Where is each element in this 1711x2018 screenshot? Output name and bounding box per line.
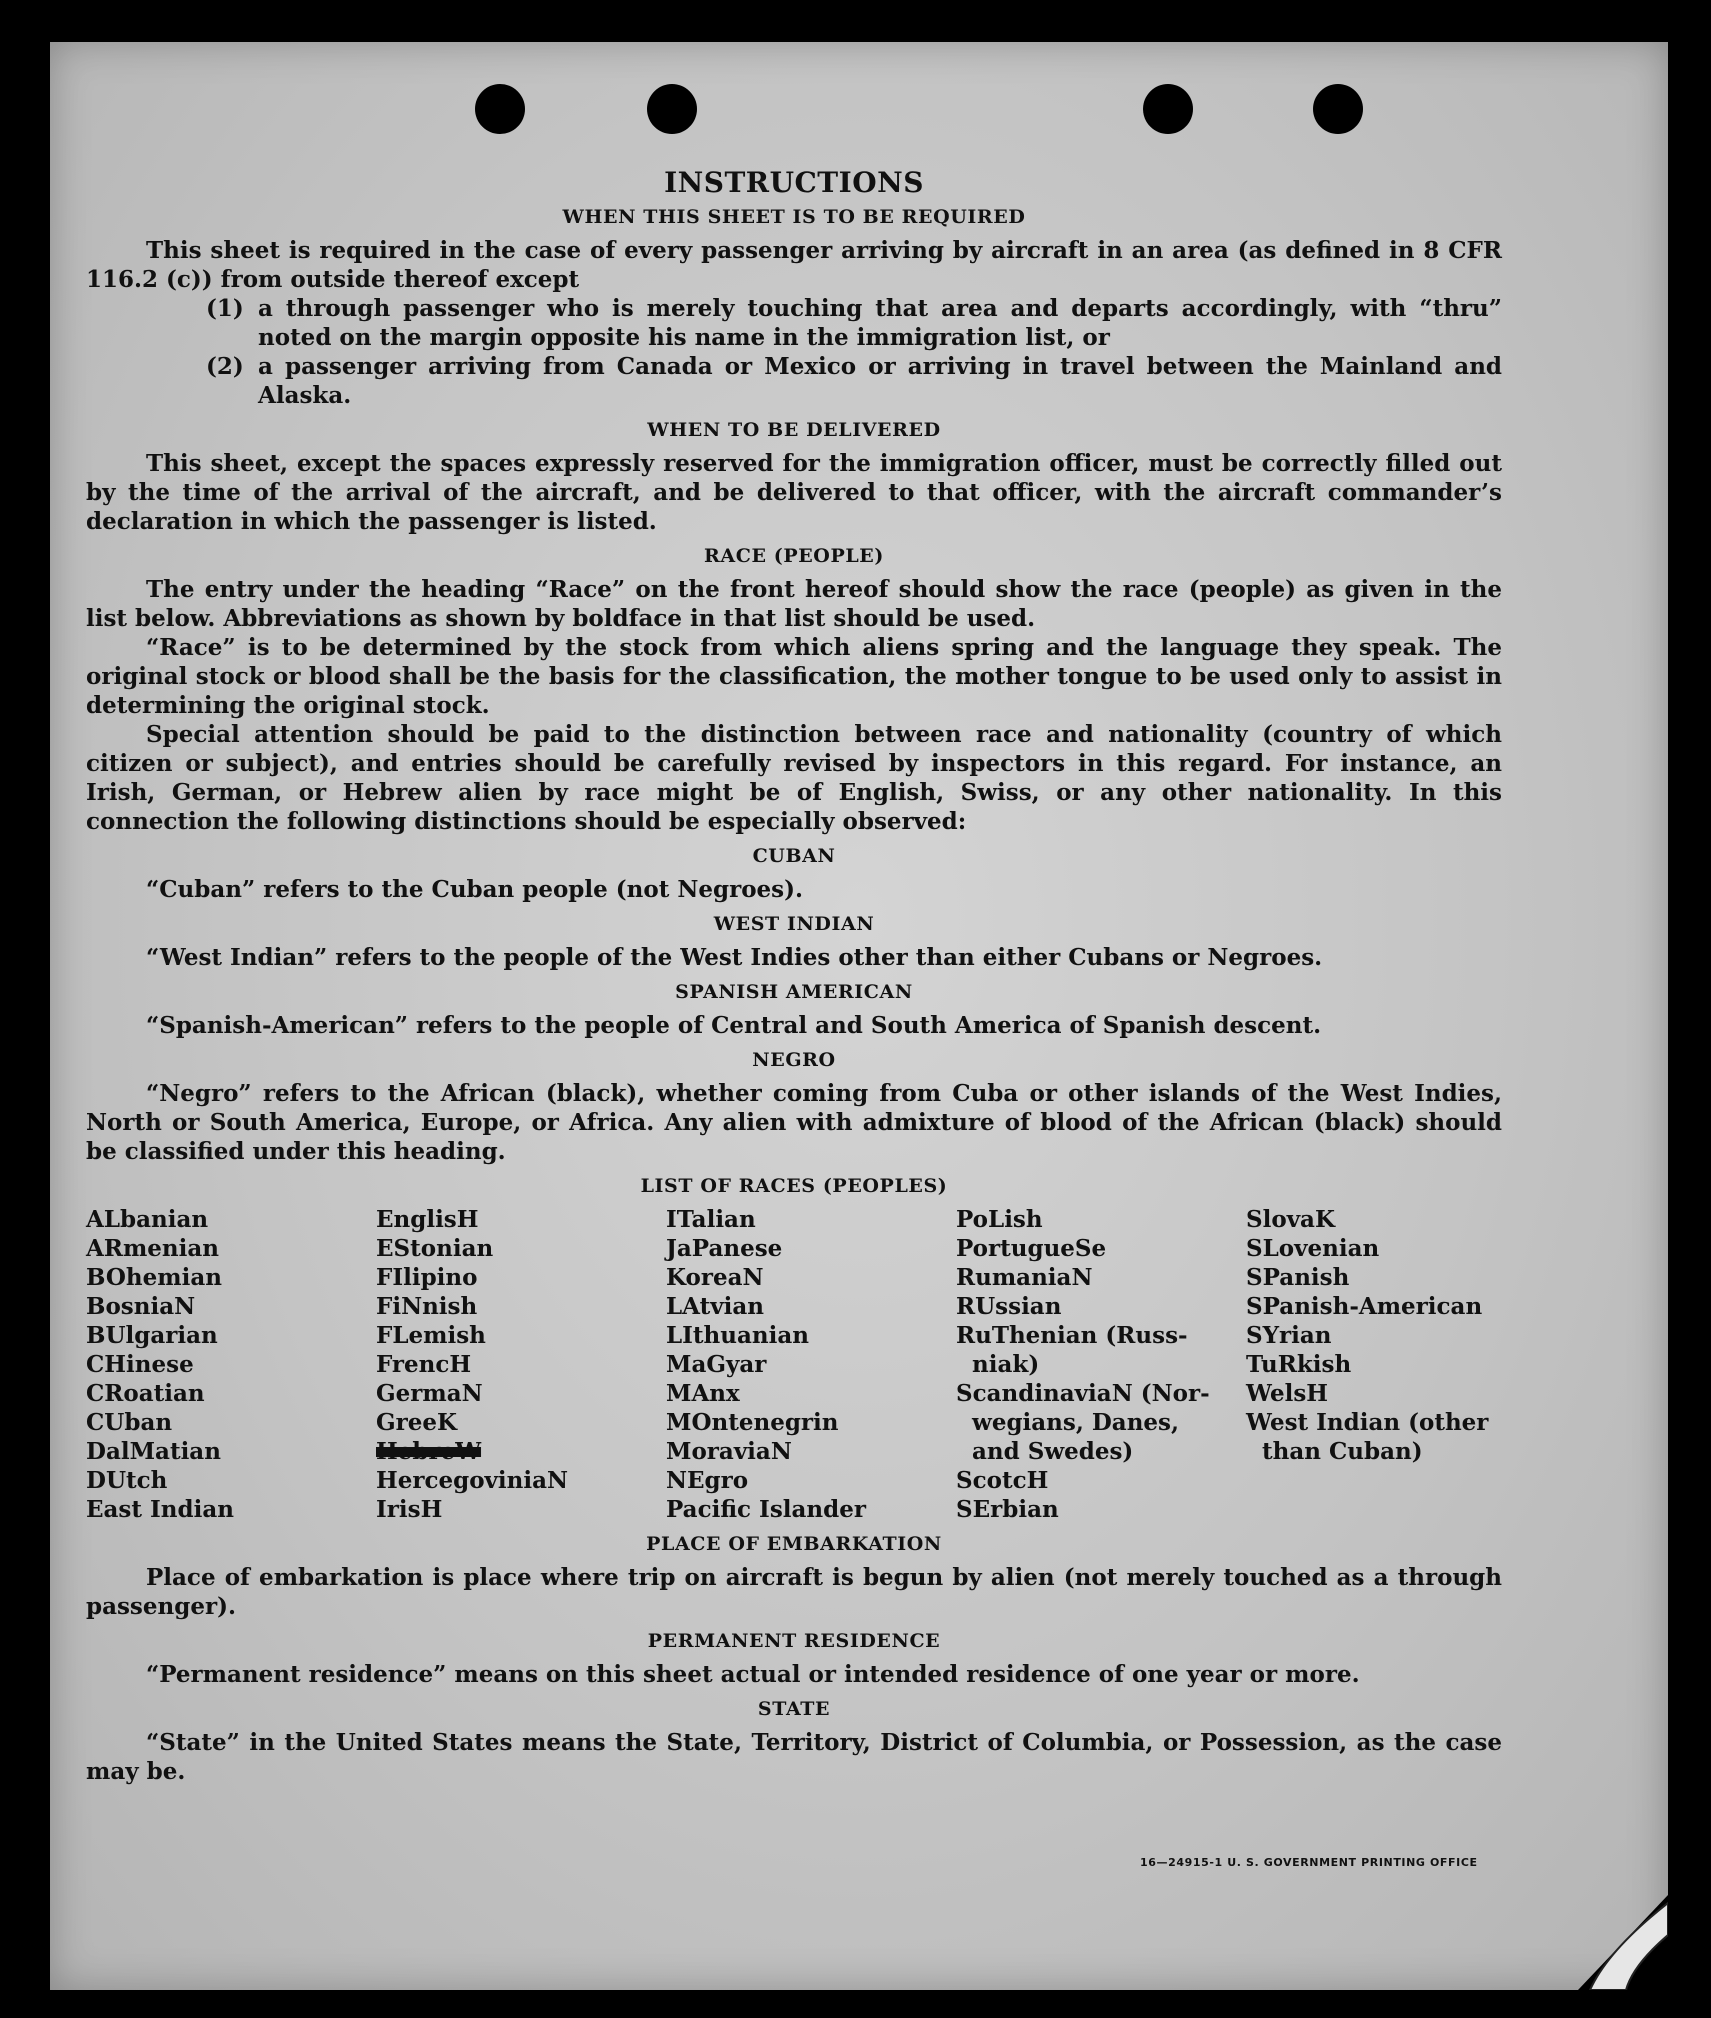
race-entry-redacted: HebreW: [376, 1438, 482, 1465]
page-curl: [1578, 1895, 1668, 1990]
race-entry: WelsH: [1246, 1380, 1329, 1407]
cuban-text: “Cuban” refers to the Cuban people (not Negroes).: [146, 876, 804, 903]
heading-negro: NEGRO: [752, 1049, 836, 1071]
race-entry: BosniaN: [86, 1293, 196, 1320]
race-entry: IrisH: [376, 1496, 443, 1523]
race-entry: EnglisH: [376, 1206, 479, 1233]
races-column: [1246, 1205, 1512, 1524]
race-entry: MAnx: [666, 1380, 740, 1407]
race-entry: KoreaN: [666, 1264, 764, 1291]
race-entry: FiNnish: [376, 1293, 478, 1320]
race-entry: FLemish: [376, 1322, 486, 1349]
exception-number: (2): [206, 353, 244, 380]
race-entry: GreeK: [376, 1409, 458, 1436]
race-entry: RuThenian (Russ- niak): [956, 1322, 1188, 1378]
races-column: [376, 1205, 666, 1524]
race-entry: SLovenian: [1246, 1235, 1380, 1262]
races-column: [86, 1205, 376, 1524]
race-entry: CRoatian: [86, 1380, 205, 1407]
race-entry: TuRkish: [1246, 1351, 1352, 1378]
race-entry: DalMatian: [86, 1438, 221, 1465]
race-entry: BOhemian: [86, 1264, 222, 1291]
west-indian-text: “West Indian” refers to the people of the West Indies other than either Cubans or Negroes.: [146, 944, 1323, 971]
race-entry: BUlgarian: [86, 1322, 218, 1349]
heading-delivered: WHEN TO BE DELIVERED: [647, 419, 941, 441]
race-entry: Pacific Islander: [666, 1496, 866, 1523]
race-entry: SPanish-American: [1246, 1293, 1483, 1320]
exception-item: [206, 294, 1502, 352]
race-entry: PortugueSe: [956, 1235, 1107, 1262]
required-intro: This sheet is required in the case of every passenger arriving by aircraft in an area (as defined in 8 CFR 116.2 (c)) from outside thereof except: [86, 237, 1502, 293]
race-entry: SlovaK: [1246, 1206, 1335, 1233]
page-title: INSTRUCTIONS: [664, 166, 924, 199]
punch-hole: [1313, 84, 1363, 134]
race-entry: EStonian: [376, 1235, 494, 1262]
race-entry: JaPanese: [666, 1235, 783, 1262]
race-entry: HercegoviniaN: [376, 1467, 569, 1494]
heading-list-of-races: LIST OF RACES (PEOPLES): [640, 1175, 948, 1197]
race-entry: ScandinaviaN (Nor- wegians, Danes, and Swedes): [956, 1380, 1210, 1465]
race-paragraph-1: The entry under the heading “Race” on the front hereof should show the race (people) as given in the list below. Abbreviations as shown by boldface in that list should be used.: [86, 576, 1502, 632]
races-list: [86, 1205, 1502, 1524]
race-entry: MOntenegrin: [666, 1409, 839, 1436]
race-entry: SYrian: [1246, 1322, 1332, 1349]
negro-text: “Negro” refers to the African (black), whether coming from Cuba or other islands of the West Indies, North or South America, Europe, or Africa. Any alien with admixture of blood of the African (black) should be classified under this heading.: [86, 1080, 1502, 1165]
races-column: [956, 1205, 1246, 1524]
exception-text: a through passenger who is merely touching that area and departs accordingly, with “thru” noted on the margin opposite his name in the immigration list, or: [258, 295, 1502, 351]
race-entry: NEgro: [666, 1467, 749, 1494]
heading-cuban: CUBAN: [752, 845, 836, 867]
permanent-residence-text: “Permanent residence” means on this sheet actual or intended residence of one year or more.: [146, 1661, 1360, 1688]
race-entry: LIthuanian: [666, 1322, 809, 1349]
heading-race: RACE (PEOPLE): [704, 545, 884, 567]
state-text: “State” in the United States means the State, Territory, District of Columbia, or Possession, as the case may be.: [86, 1729, 1502, 1785]
instructions-body: [86, 168, 1502, 1786]
race-entry: CUban: [86, 1409, 173, 1436]
spanish-american-text: “Spanish-American” refers to the people of Central and South America of Spanish descent.: [146, 1012, 1322, 1039]
heading-spanish-american: SPANISH AMERICAN: [675, 981, 913, 1003]
race-entry: ITalian: [666, 1206, 756, 1233]
race-entry: RumaniaN: [956, 1264, 1093, 1291]
printing-office-code: 16—24915-1 U. S. GOVERNMENT PRINTING OFFICE: [1140, 1856, 1478, 1869]
delivered-text: This sheet, except the spaces expressly reserved for the immigration officer, must be correctly filled out by the time of the arrival of the aircraft, and be delivered to that officer, with the aircraft commander’s declaration in which the passenger is listed.: [86, 450, 1502, 535]
race-entry: LAtvian: [666, 1293, 764, 1320]
race-entry: MaGyar: [666, 1351, 767, 1378]
punch-hole: [475, 84, 525, 134]
heading-embarkation: PLACE OF EMBARKATION: [646, 1533, 942, 1555]
document-page: [50, 42, 1668, 1990]
race-entry: GermaN: [376, 1380, 483, 1407]
heading-required: WHEN THIS SHEET IS TO BE REQUIRED: [562, 206, 1026, 228]
exception-item: [206, 352, 1502, 410]
race-entry: MoraviaN: [666, 1438, 792, 1465]
race-entry: ALbanian: [86, 1206, 209, 1233]
race-entry: PoLish: [956, 1206, 1043, 1233]
embarkation-text: Place of embarkation is place where trip on aircraft is begun by alien (not merely touched as a through passenger).: [86, 1564, 1502, 1620]
punch-hole: [647, 84, 697, 134]
heading-state: STATE: [757, 1698, 831, 1720]
race-entry: FIlipino: [376, 1264, 478, 1291]
race-entry: West Indian (other than Cuban): [1246, 1409, 1489, 1465]
race-entry: ARmenian: [86, 1235, 220, 1262]
race-entry: CHinese: [86, 1351, 194, 1378]
race-entry: DUtch: [86, 1467, 168, 1494]
race-entry: SPanish: [1246, 1264, 1350, 1291]
race-entry: SErbian: [956, 1496, 1059, 1523]
race-entry: FrencH: [376, 1351, 472, 1378]
exception-number: (1): [206, 295, 244, 322]
race-entry: ScotcH: [956, 1467, 1049, 1494]
heading-west-indian: WEST INDIAN: [713, 913, 875, 935]
exception-text: a passenger arriving from Canada or Mexico or arriving in travel between the Mainland and Alaska.: [258, 353, 1502, 409]
race-paragraph-2: “Race” is to be determined by the stock from which aliens spring and the language they speak. The original stock or blood shall be the basis for the classification, the mother tongue to be used only to assist in determining the original stock.: [86, 634, 1502, 719]
race-paragraph-3: Special attention should be paid to the distinction between race and nationality (country of which citizen or subject), and entries should be carefully revised by inspectors in this regard. For instance, an Irish, German, or Hebrew alien by race might be of English, Swiss, or any other nationality. In this connection the following distinctions should be especially observed:: [86, 721, 1502, 835]
races-column: [666, 1205, 956, 1524]
race-entry: East Indian: [86, 1496, 234, 1523]
heading-permanent-residence: PERMANENT RESIDENCE: [647, 1630, 941, 1652]
punch-hole: [1143, 84, 1193, 134]
race-entry: RUssian: [956, 1293, 1062, 1320]
